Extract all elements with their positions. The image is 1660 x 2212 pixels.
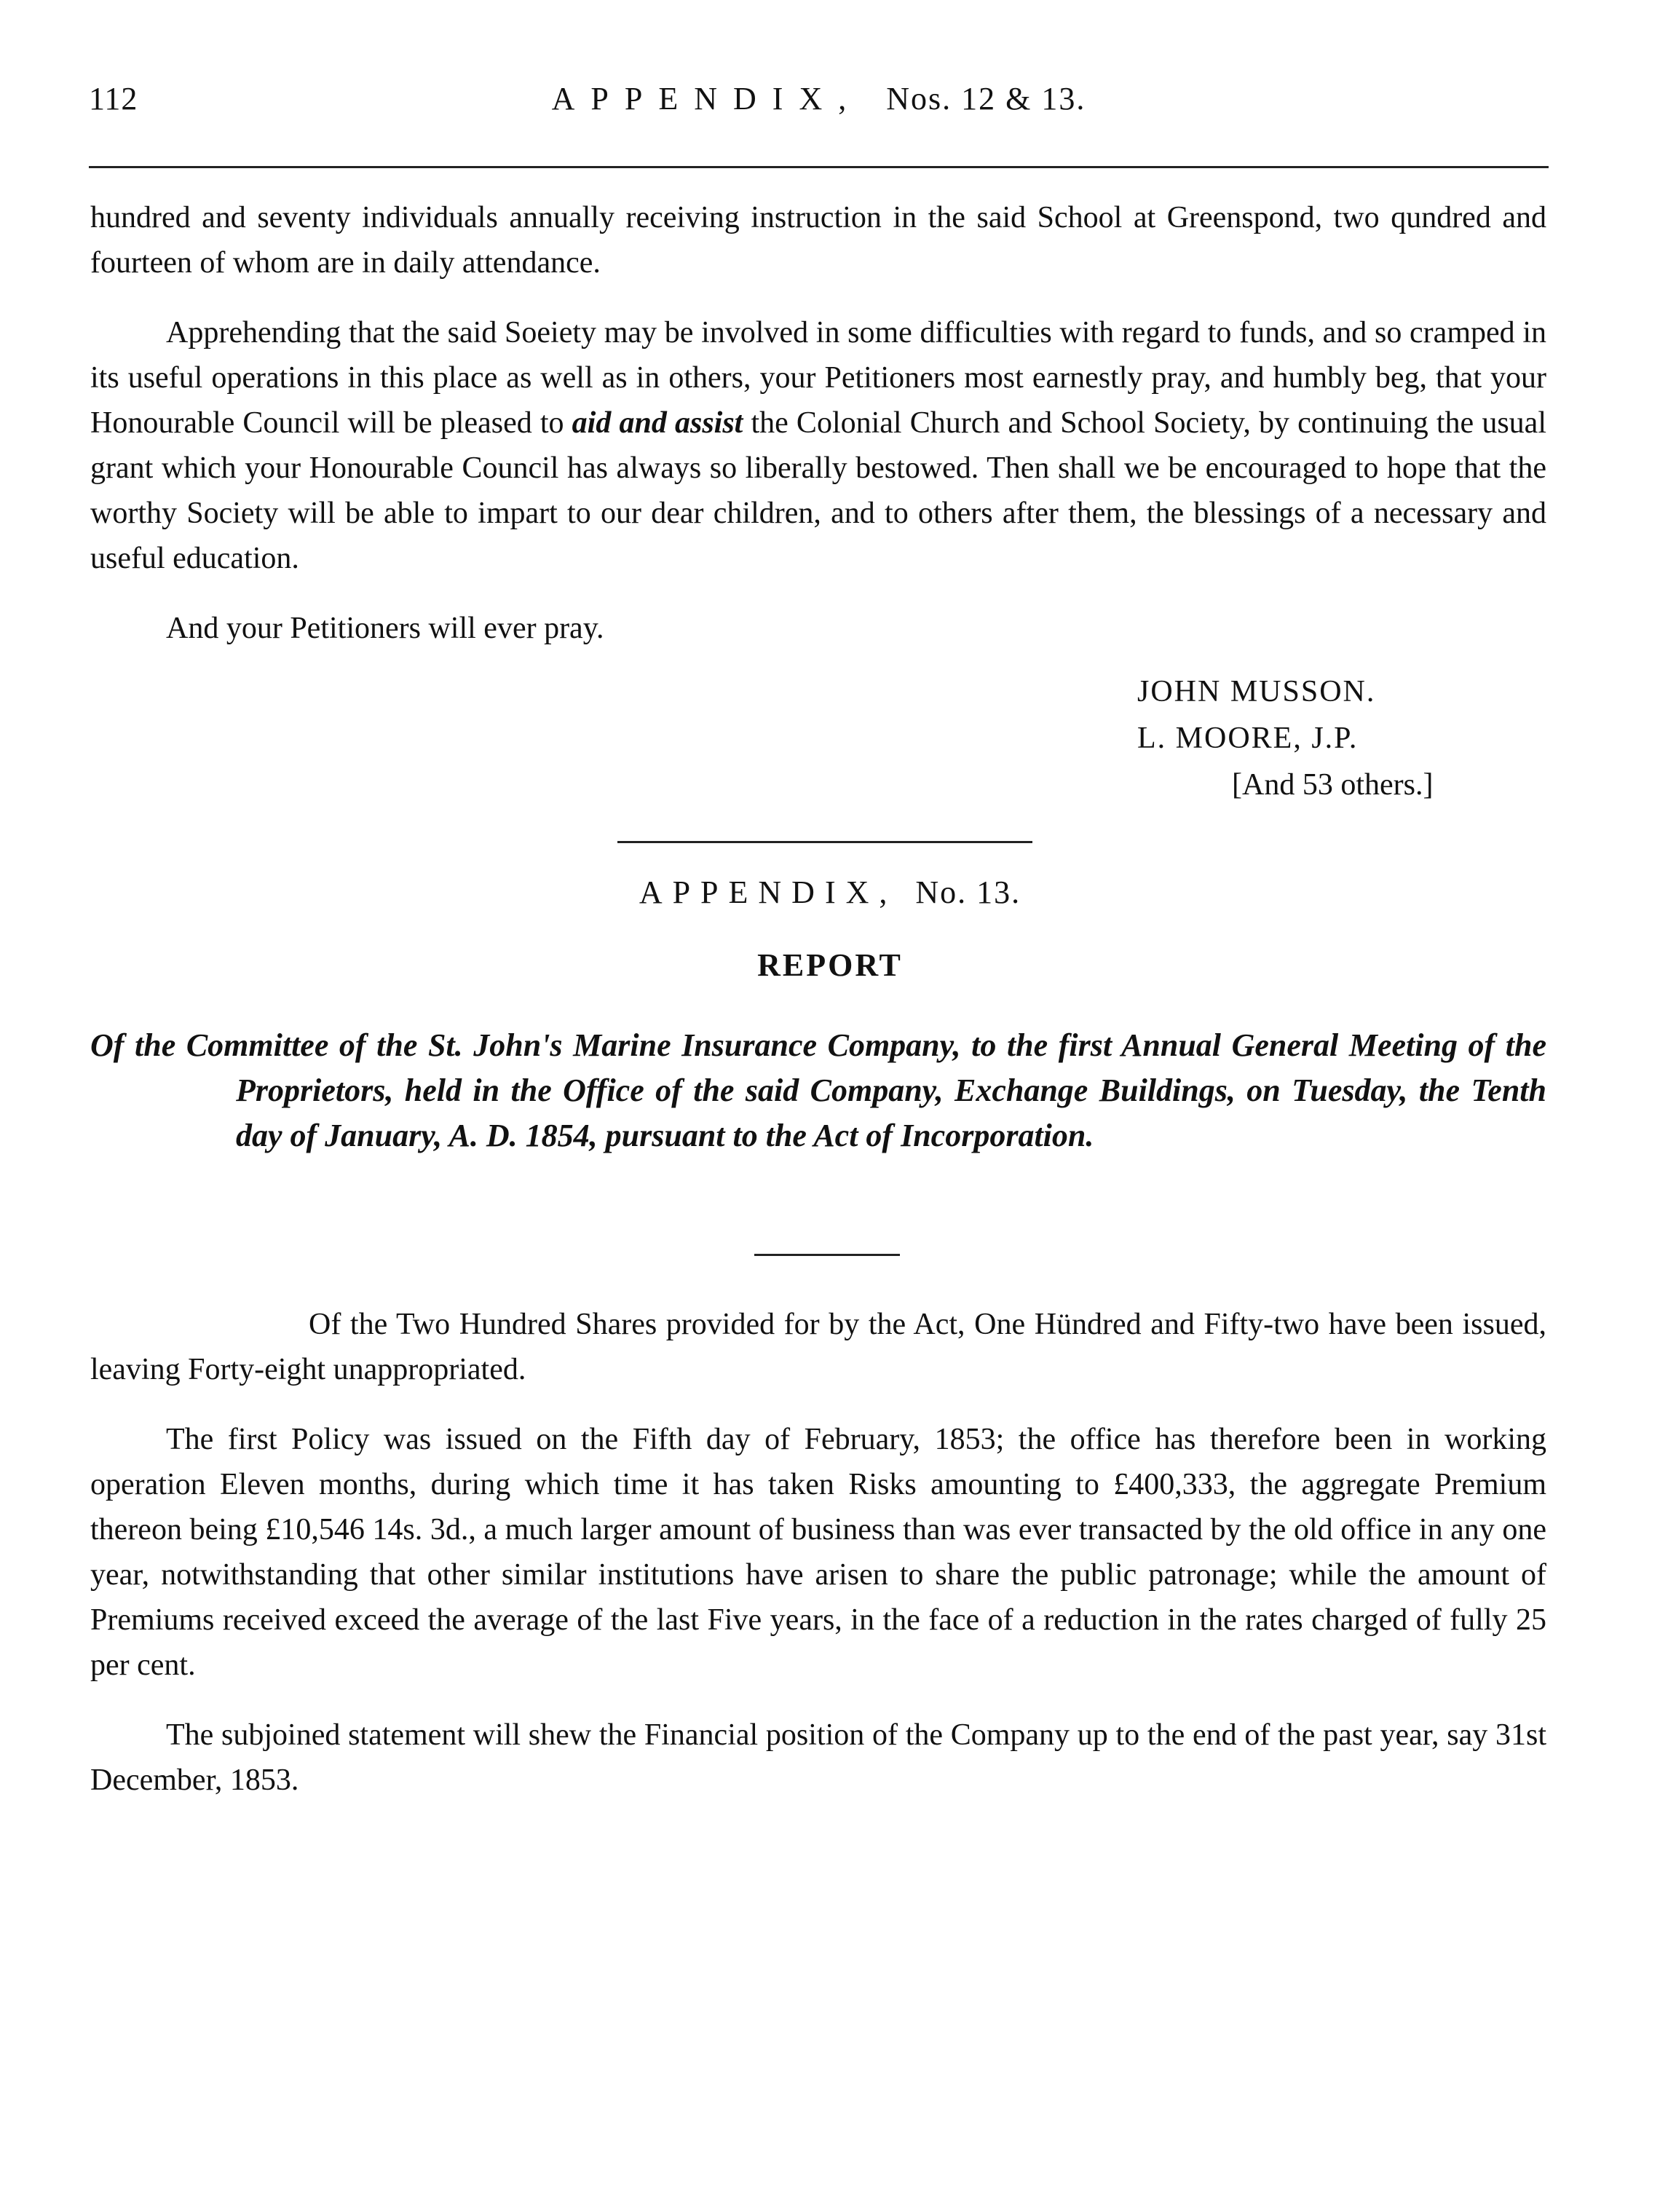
running-title-appendix: APPENDIX, xyxy=(551,81,863,116)
report-statement-paragraph: The subjoined statement will shew the Financial position of the Company up to the end of the past year, say 31st December, 1853. xyxy=(90,1718,1546,1797)
report-divider xyxy=(754,1254,900,1256)
report-subtitle: Of the Committee of the St. John's Marine Insurance Company, to the first Annual General Meeting of the Proprietors, held in the Office of the said Company, Exchange Buildings, on Tuesday, the Tenth day of January, A. D. 1854, pursuant to the Act of Incorporation. xyxy=(90,1027,1546,1153)
report-title: REPORT xyxy=(757,947,903,983)
report-body xyxy=(90,1302,1546,1828)
petition-closing: And your Petitioners will ever pray. xyxy=(166,612,604,645)
report-shares-paragraph: Of the Two Hundred Shares provided for by the Act, One Hündred and Fifty-two have been issued, leaving Forty-eight unappropriated. xyxy=(90,1308,1546,1386)
header-rule xyxy=(89,166,1549,168)
section-divider xyxy=(617,841,1032,843)
petition-prayer-text-end: the Colonial Church and School Society, by continuing the usual grant which your Honourable Council has always so liberally bestowed. Then shall we be encouraged to hope that the worthy Society will be able to impart to our dear children, and to others after them, the blessings of a necessary and useful education. xyxy=(90,406,1546,575)
petition-prayer-paragraph xyxy=(90,310,1546,581)
signature-john-musson: JOHN MUSSON. xyxy=(1137,675,1376,708)
report-policy-paragraph: The first Policy was issued on the Fifth day of February, 1853; the office has therefore been in working operation Eleven months, during which time it has taken Risks amounting to £400,333, the aggregate Premium thereon being £10,546 14s. 3d., a much larger amount of business than was ever transacted by the old office in any one year, notwithstanding that other similar institutions have arisen to share the public patronage; while the amount of Premiums received exceed the average of the last Five years, in the face of a reduction in the rates charged of fully 25 per cent. xyxy=(90,1423,1546,1682)
signature-l-moore: L. MOORE, J.P. xyxy=(1137,722,1359,755)
running-title-numbers: Nos. 12 & 13. xyxy=(886,81,1086,116)
page-number: 112 xyxy=(89,81,138,116)
petition-text xyxy=(90,195,1546,676)
running-title xyxy=(89,80,1549,117)
petition-continuation-paragraph: hundred and seventy individuals annually receiving instruction in the said School at Greenspond, two qundred and fourteen of whom are in daily attendance. xyxy=(90,201,1546,280)
page-header xyxy=(89,80,1549,138)
signature-others: [And 53 others.] xyxy=(1232,768,1434,802)
appendix-13-heading xyxy=(0,874,1660,911)
signature-block xyxy=(1137,668,1433,808)
petition-emphasis: aid and assist xyxy=(572,406,743,440)
petition-prayer-text-start: Apprehending that the said Soeiety may be involved in some difficulties with regard to funds, and so cramped in its useful operations in this place as well as in others, your Petitioners most earnestly pray, and humbly beg, that your Honourable Council will be pleased to xyxy=(90,316,1546,440)
appendix-13-number: No. 13. xyxy=(915,874,1021,910)
appendix-13-label: APPENDIX, xyxy=(639,874,898,910)
